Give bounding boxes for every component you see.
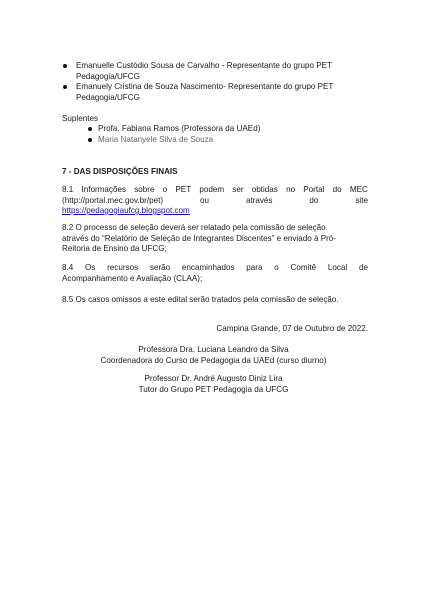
word: no xyxy=(286,185,296,194)
signature-name: Professora Dra. Luciana Leandro da Silva xyxy=(138,345,289,354)
member-line: Pedagogia/UFCG xyxy=(76,71,140,81)
word: do xyxy=(309,195,319,205)
word: 8.1 xyxy=(62,185,74,194)
bullet-icon xyxy=(63,85,67,89)
document-date: Campina Grande, 07 de Outubro de 2022. xyxy=(216,324,368,333)
list-item xyxy=(88,135,260,146)
member-line: Emanuely Cristina de Souza Nascimento- Representante do grupo PET xyxy=(76,82,334,91)
word: obtidas xyxy=(251,185,278,194)
word: PET xyxy=(175,185,192,194)
justified-line xyxy=(62,196,368,207)
member-line: Pedagogia/UFCG xyxy=(76,92,140,102)
paragraph-line: 8.2 O processo de seleção deverá ser relatado pela comissão de seleção xyxy=(62,223,326,232)
suplentes-title: Suplentes xyxy=(62,114,98,123)
word: o xyxy=(162,185,168,194)
word: MEC xyxy=(349,185,368,194)
suplente-name: Maria Natanyele Silva de Souza xyxy=(98,134,214,144)
list-item xyxy=(62,82,362,103)
word: do xyxy=(332,185,342,194)
signature-name: Professor Dr. André Augusto Diniz Lira xyxy=(144,374,283,383)
word: (http://portal.mec.gov.br/pet) xyxy=(62,195,164,205)
paragraph-line: através do “Relatório de Seleção de Integrantes Discentes” e enviado à Pró- xyxy=(62,233,336,243)
word: site xyxy=(355,195,368,205)
bullet-icon xyxy=(63,64,67,68)
paragraph-8-2 xyxy=(62,223,368,255)
word: através xyxy=(245,195,273,205)
paragraph-line: 8.4 Os recursos serão encaminhados para o Comitê Local de xyxy=(62,263,368,272)
blog-link[interactable]: https://pedagogiaufcg.blogspot.com xyxy=(62,206,190,215)
word: ou xyxy=(200,195,210,205)
member-line: Emanuelle Custódio Sousa de Carvalho - Representante do grupo PET xyxy=(76,61,333,70)
list-item xyxy=(88,124,260,135)
word: podem xyxy=(199,185,225,194)
paragraph-line: Reitoria de Ensino da UFCG; xyxy=(62,244,167,253)
suplentes-list xyxy=(88,124,260,145)
signature-role: Tutor do Grupo PET Pedagogia da UFCG xyxy=(138,384,289,394)
list-item xyxy=(62,61,362,82)
paragraph-8-5: 8.5 Os casos omissos a este edital serão tratados pela comissão de seleção. xyxy=(62,295,339,304)
signature-block xyxy=(0,374,427,395)
word: Portal xyxy=(303,185,325,194)
bullet-icon xyxy=(88,138,92,142)
section-title: 7 - DAS DISPOSIÇÕES FINAIS xyxy=(62,167,178,176)
word: Informações xyxy=(81,185,127,194)
signature-block xyxy=(0,345,427,366)
signature-role: Coordenadora do Curso de Pedagogia da UAEd (curso diurno) xyxy=(100,355,327,365)
word: ser xyxy=(232,185,244,194)
suplente-name: Profa. Fabiana Ramos (Professora da UAEd) xyxy=(98,124,261,133)
member-list xyxy=(62,61,362,103)
paragraph-8-1 xyxy=(62,185,368,217)
word: sobre xyxy=(134,185,155,194)
justified-line xyxy=(62,185,368,196)
paragraph-line: Acompanhamento e Avaliação (CLAA); xyxy=(62,273,203,283)
paragraph-8-4 xyxy=(62,263,368,284)
bullet-icon xyxy=(88,127,92,131)
